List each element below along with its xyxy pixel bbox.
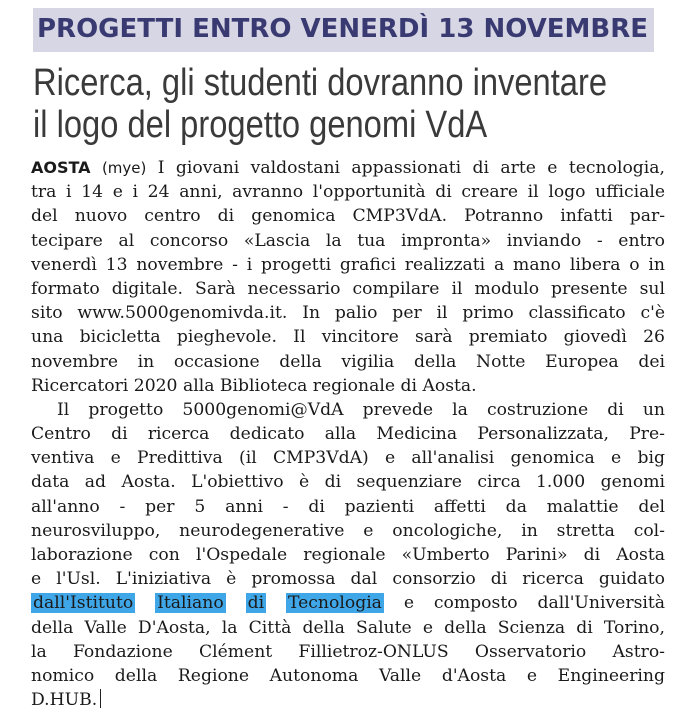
article-line: nomico della Regione Autonoma Valle d'Aosta e Engineering: [31, 665, 665, 686]
article-line: Centro di ricerca dedicato alla Medicina Personalizzata, Pre-: [31, 424, 665, 445]
article-line: novembre in occasione della vigilia della Notte Europea dei: [31, 351, 665, 372]
article-line: formato digitale. Sarà necessario compilare il modulo presente sul: [31, 278, 665, 299]
article-line: laborazione con l'Ospedale regionale «Umberto Parini» di Aosta: [31, 545, 665, 565]
article-text: D.HUB.: [31, 690, 98, 711]
article-line: [31, 688, 665, 712]
selected-text-highlight[interactable]: Italiano: [157, 593, 224, 614]
article-line: e l'Usl. L'iniziativa è promossa dal consorzio di ricerca guidato: [31, 569, 665, 590]
article-line: una bicicletta pieghevole. Il vincitore sarà premiato giovedì 26: [31, 327, 665, 348]
article-line: tra i 14 e i 24 anni, avranno l'opportunità di creare il logo ufficiale: [31, 182, 665, 203]
article-line: venerdì 13 novembre - i progetti grafici realizzati a mano libera o in: [31, 254, 665, 275]
headline-line-1: Ricerca, gli studenti dovranno inventare: [33, 62, 608, 104]
selected-text-highlight[interactable]: Tecnologia: [288, 593, 382, 614]
article-line: neurosviluppo, neurodegenerative e oncologiche, in stretta col-: [31, 520, 665, 541]
author-credit: (mye): [101, 159, 147, 177]
article-line: tecipare al concorso «Lascia la tua impronta» inviando - entro: [31, 230, 665, 251]
article-line: Il progetto 5000genomi@VdA prevede la costruzione di un: [57, 399, 665, 420]
article-text: I giovani valdostani appassionati di arte e tecnologia,: [157, 158, 665, 178]
text-cursor: [100, 689, 101, 708]
article-line: data ad Aosta. L'obiettivo è di sequenziare circa 1.000 genomi: [31, 472, 665, 493]
kicker-banner: PROGETTI ENTRO VENERDÌ 13 NOVEMBRE: [33, 8, 654, 52]
article-line: della Valle D'Aosta, la Città della Salute e della Scienza di Torino,: [31, 617, 665, 638]
article-line-selected: [31, 591, 665, 615]
article-text: e composto dall'Università: [403, 593, 666, 614]
article-line: Ricercatori 2020 alla Biblioteca regionale di Aosta.: [31, 375, 477, 396]
article-line: del nuovo centro di genomica CMP3VdA. Potranno infatti par-: [31, 206, 665, 227]
article-line: [31, 156, 665, 180]
article-line: sito www.5000genomivda.it. In palio per il primo classificato c'è: [31, 303, 665, 324]
headline: [33, 62, 608, 146]
article-line: la Fondazione Clément Fillietroz-ONLUS Osservatorio Astro-: [31, 641, 665, 662]
article-line: ventiva e Predittiva (il CMP3VdA) e all'analisi genomica e big: [31, 448, 665, 469]
selected-text-highlight[interactable]: dall'Istituto: [33, 593, 134, 614]
headline-line-2: il logo del progetto genomi VdA: [33, 104, 488, 146]
dateline: AOSTA: [31, 158, 91, 177]
article-body[interactable]: [31, 156, 665, 712]
selected-text-highlight[interactable]: di: [247, 593, 265, 614]
article-line: all'anno - per 5 anni - di pazienti affetti da malattie del: [31, 496, 665, 517]
